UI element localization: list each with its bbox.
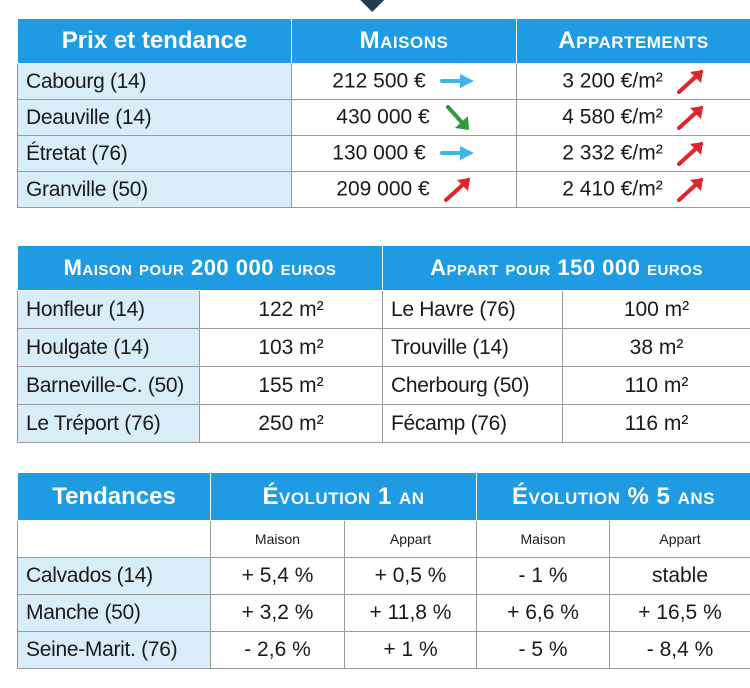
maison-price-cell	[292, 136, 517, 172]
appart-surface: 38 m²	[563, 329, 750, 367]
maison-surface: 103 m²	[200, 329, 383, 367]
sub-maison-1an: Maison	[211, 521, 345, 558]
prix-title: Prix et tendance	[18, 19, 292, 64]
appart-surface: 110 m²	[563, 367, 750, 405]
evolution-value: + 5,4 %	[211, 558, 345, 595]
evolution-value: + 16,5 %	[610, 595, 750, 632]
top-notch-decoration	[351, 0, 385, 12]
arrow-up-right-icon	[430, 177, 472, 200]
evolution-1-an-header: Évolution 1 an	[211, 473, 477, 521]
arrow-up-right-icon	[663, 177, 705, 200]
sub-appart-5ans: Appart	[610, 521, 750, 558]
tendance-row	[18, 558, 750, 595]
appart-price: 2 332 €/m²	[562, 141, 663, 165]
maison-price-cell	[292, 64, 517, 100]
col-appartements: Appartements	[517, 19, 750, 64]
prix-row	[18, 100, 750, 136]
appart-surface: 100 m²	[563, 291, 750, 329]
tendance-row	[18, 595, 750, 632]
appart-surface: 116 m²	[563, 405, 750, 443]
tendances-title: Tendances	[18, 473, 211, 521]
appart-price-cell	[517, 100, 750, 136]
arrow-up-right-icon	[663, 141, 705, 164]
evolution-value: + 3,2 %	[211, 595, 345, 632]
evolution-value: + 0,5 %	[345, 558, 477, 595]
city-name: Cabourg (14)	[18, 64, 292, 100]
surface-table	[17, 245, 750, 443]
arrow-right-icon	[426, 141, 476, 164]
tendance-row	[18, 632, 750, 669]
evolution-value: - 8,4 %	[610, 632, 750, 669]
maison-price: 130 000 €	[332, 141, 426, 165]
appart-price-cell	[517, 172, 750, 208]
arrow-up-right-icon	[663, 105, 705, 128]
city-name: Granville (50)	[18, 172, 292, 208]
prix-row	[18, 64, 750, 100]
maison-price-cell	[292, 172, 517, 208]
maison-surface-title: Maison pour 200 000 euros	[18, 246, 383, 291]
appart-surface-title: Appart pour 150 000 euros	[383, 246, 750, 291]
evolution-value: - 1 %	[477, 558, 610, 595]
evolution-value: stable	[610, 558, 750, 595]
city-name: Deauville (14)	[18, 100, 292, 136]
arrow-right-icon	[426, 69, 476, 92]
evolution-value: + 11,8 %	[345, 595, 477, 632]
col-maisons: Maisons	[292, 19, 517, 64]
evolution-5-ans-header: Évolution % 5 ans	[477, 473, 750, 521]
maison-city: Houlgate (14)	[18, 329, 200, 367]
maison-surface: 250 m²	[200, 405, 383, 443]
tendances-table	[17, 472, 750, 669]
department-name: Seine-Marit. (76)	[18, 632, 211, 669]
surface-row	[18, 405, 750, 443]
maison-price: 209 000 €	[336, 177, 430, 201]
maison-city: Le Tréport (76)	[18, 405, 200, 443]
prix-row	[18, 136, 750, 172]
evolution-value: - 2,6 %	[211, 632, 345, 669]
appart-price-cell	[517, 64, 750, 100]
prix-row	[18, 172, 750, 208]
appart-city: Le Havre (76)	[383, 291, 563, 329]
maison-surface: 122 m²	[200, 291, 383, 329]
arrow-down-right-icon	[430, 105, 472, 128]
department-name: Calvados (14)	[18, 558, 211, 595]
sub-maison-5ans: Maison	[477, 521, 610, 558]
department-name: Manche (50)	[18, 595, 211, 632]
sub-appart-1an: Appart	[345, 521, 477, 558]
evolution-value: - 5 %	[477, 632, 610, 669]
maison-price-cell	[292, 100, 517, 136]
appart-city: Fécamp (76)	[383, 405, 563, 443]
appart-city: Cherbourg (50)	[383, 367, 563, 405]
evolution-value: + 6,6 %	[477, 595, 610, 632]
appart-price: 3 200 €/m²	[562, 69, 663, 93]
arrow-up-right-icon	[663, 69, 705, 92]
maison-city: Honfleur (14)	[18, 291, 200, 329]
appart-price-cell	[517, 136, 750, 172]
surface-row	[18, 367, 750, 405]
surface-row	[18, 291, 750, 329]
prix-tendance-table	[17, 18, 750, 208]
maison-surface: 155 m²	[200, 367, 383, 405]
appart-city: Trouville (14)	[383, 329, 563, 367]
surface-row	[18, 329, 750, 367]
evolution-value: + 1 %	[345, 632, 477, 669]
city-name: Étretat (76)	[18, 136, 292, 172]
empty-subheader-cell	[18, 521, 211, 558]
maison-price: 212 500 €	[332, 69, 426, 93]
maison-city: Barneville-C. (50)	[18, 367, 200, 405]
maison-price: 430 000 €	[336, 105, 430, 129]
appart-price: 4 580 €/m²	[562, 105, 663, 129]
appart-price: 2 410 €/m²	[562, 177, 663, 201]
